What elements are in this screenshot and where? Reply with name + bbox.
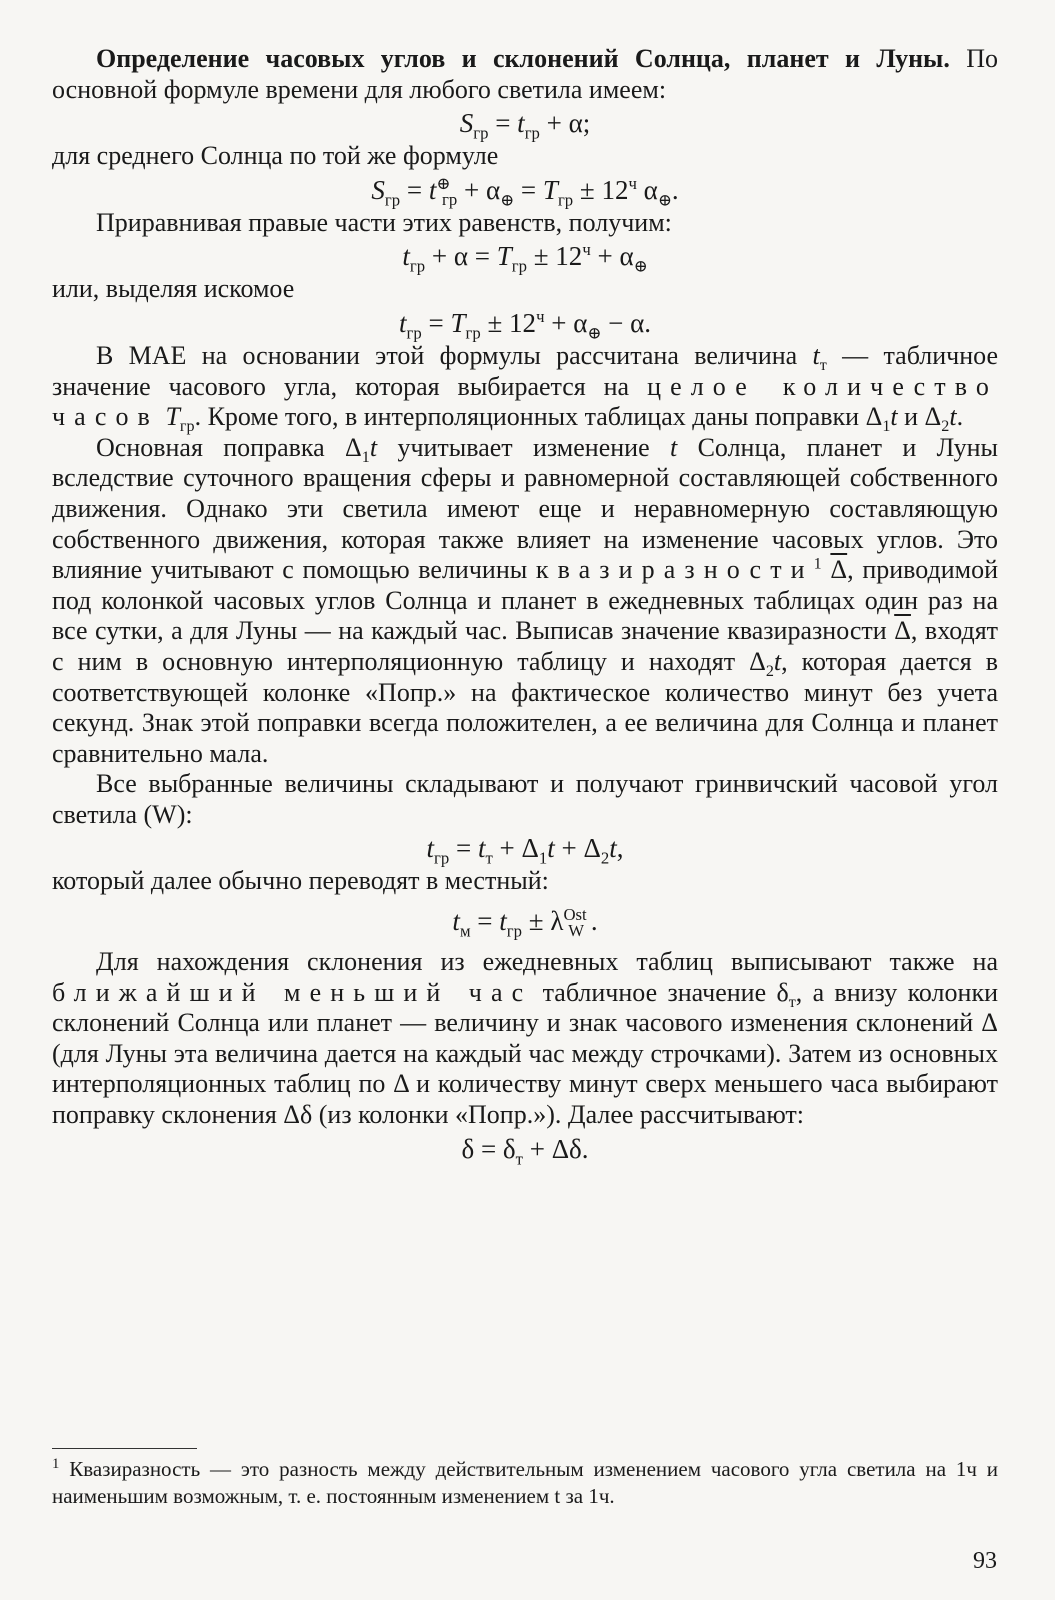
spaced-phrase-hour: ближайший меньший час (52, 977, 533, 1007)
heading-continuation: По основной формуле времени для любого светила имеем: (52, 44, 999, 104)
spaced-phrase: целое количество часов (52, 371, 999, 432)
formula-4: $t_{гр} = T_{гр} \pm 12^ч + \alpha_\oplus - \alpha$. (398, 306, 652, 343)
formula-1: $S_{гр} = t_{гр} + \alpha$; (459, 108, 591, 143)
paragraph-sum: Все выбранные величины складывают и получают гринвичский часовой угол светила (W): (52, 769, 998, 829)
spaced-term: квазиразности (535, 555, 814, 585)
line-equate: Приравнивая правые части этих равенств, получим: (96, 207, 672, 237)
line-mean-sun: для среднего Солнца по той же формуле (52, 141, 499, 171)
footnote (52, 1456, 998, 1510)
formula-5: $t_{гр} = t_т + \Delta_1t + \Delta_2t$, (426, 833, 624, 868)
formula-6: $t_м = t_{гр} \pm \lambda^{Ost}_W$ . (452, 905, 598, 941)
page-number: 93 (973, 1548, 997, 1574)
line-local: который далее обычно переводят в местный: (52, 866, 549, 896)
footnote-mark: 1 (52, 1456, 60, 1472)
paragraph-declination: Для нахождения склонения из ежедневных таблиц выписывают также на ближайший меньший час табличное значение $\delta_т$, а внизу колонки склонений Солнца или планет — величину и знак часового изменения склонений Δ (для Луны эта величина дается на каждый час между строчками). Затем из основных интерполяционных таблиц по Δ и количеству минут сверх меньшего часа выбирают поправку склонения Δδ (из колонки «Попр.»). Далее рассчитывают: (52, 947, 998, 1130)
footnote-ref: 1 (813, 555, 822, 573)
paragraph-mae: В МАЕ на основании этой формулы рассчитана величина $t_т$ — табличное значение часового угла, которая выбирается на целое количество часов $T_{гр}$. Кроме того, в интерполяционных таблицах даны поправки $\Delta_1t$ и $\Delta_2t$. (52, 340, 999, 436)
formula-2: $S_{гр} = t^\oplus_{гр} + \alpha_\oplus = T_{гр} \pm 12^ч$ $\alpha_\oplus$. (371, 173, 679, 210)
footnote-divider (52, 1448, 197, 1449)
section-heading: Определение часовых углов и склонений Солнца, планет и Луны. (96, 44, 950, 73)
line-isolate: или, выделяя искомое (52, 274, 295, 304)
formula-3: $t_{гр} + \alpha = T_{гр} \pm 12^ч + \alpha_\oplus$ (402, 240, 648, 276)
formula-7: $\delta = \delta_т + \Delta\delta$. (461, 1133, 589, 1169)
footnote-text: Квазиразность — это разность между действительным изменением часового угла светила на 1ч и наименьшим возможным, т. е. постоянным изменением t за 1ч. (52, 1457, 999, 1508)
main-text (52, 44, 998, 1167)
paragraph-main-correction: Основная поправка $\Delta_1t$ учитывает изменение t Солнца, планет и Луны вследствие суточного вращения сферы и равномерной составляющей собственного движения. Однако эти светила имеют еще и неравномерную составляющую собственного движения, которая также влияет на изменение часовых углов. Это влияние учитывают с помощью величины квазиразности$^1$ $\overline{\Delta}$, приводимой под колонкой часовых углов Солнца и планет в ежедневных таблицах один раз на все сутки, а для Луны — на каждый час. Выписав значение квазиразности $\overline{\Delta}$, входят с ним в основную интерполяционную таблицу и находят $\Delta_2t$, которая дается в соответствующей колонке «Попр.» на фактическое количество минут без учета секунд. Знак этой поправки всегда положителен, а ее величина для Солнца и планет сравнительно мала. (52, 432, 999, 768)
heading-paragraph (52, 44, 998, 105)
